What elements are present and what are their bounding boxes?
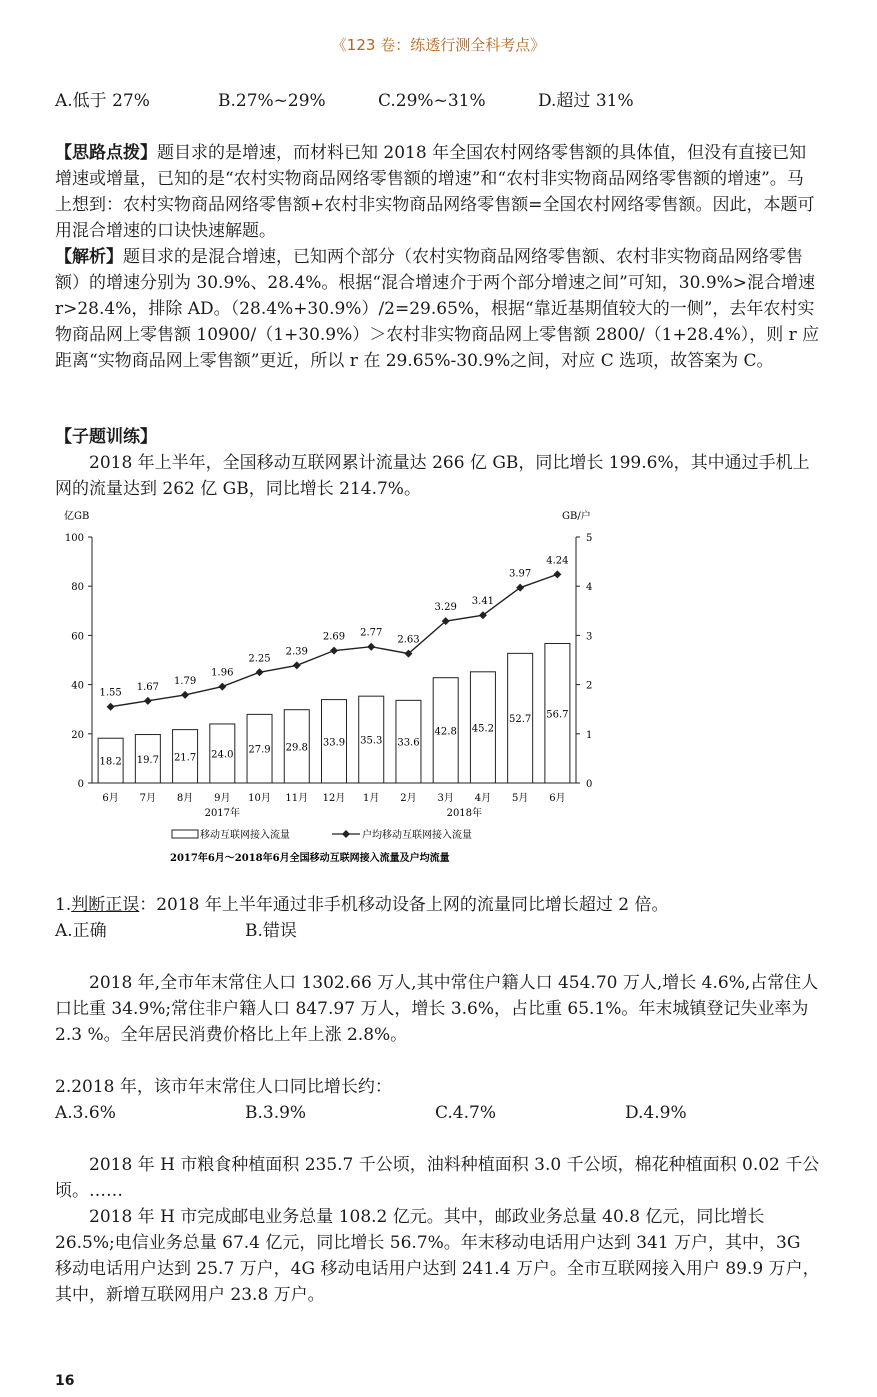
option-d: D.超过 31% xyxy=(538,91,634,111)
hint-label: 【思路点拨】 xyxy=(55,143,157,163)
chart-title: 2017年6月～2018年6月全国移动互联网接入流量及户均流量 xyxy=(170,853,450,864)
chart-legend xyxy=(172,828,472,841)
left-tick-label: 20 xyxy=(71,729,84,741)
x-tick-label: 4月 xyxy=(474,793,492,804)
bar-value-label: 27.9 xyxy=(248,744,271,756)
right-tick-label: 5 xyxy=(586,533,593,544)
option-c: C.29%~31% xyxy=(378,91,486,111)
right-tick-label: 4 xyxy=(586,582,593,594)
left-tick-label: 80 xyxy=(71,582,84,594)
x-tick-label: 5月 xyxy=(511,793,529,804)
material-1: 2018 年上半年，全国移动互联网累计流量达 266 亿 GB，同比增长 199.6%，其中通过手机上网的流量达到 262 亿 GB，同比增长 214.7%。 xyxy=(55,453,810,499)
left-axis-unit: 亿GB xyxy=(64,511,90,522)
question-1 xyxy=(55,892,820,918)
line-value-label: 3.97 xyxy=(509,568,532,580)
x-tick-label: 2月 xyxy=(400,793,417,804)
analysis-hint xyxy=(55,140,820,374)
line-value-label: 1.79 xyxy=(173,675,197,687)
line-value-label: 2.69 xyxy=(322,631,346,643)
bar-value-label: 33.6 xyxy=(397,737,420,749)
bar-value-label: 24.0 xyxy=(211,749,234,761)
q2-options xyxy=(55,1100,820,1126)
line-point xyxy=(293,661,301,669)
page-number: 16 xyxy=(55,1373,75,1389)
line-value-label: 2.77 xyxy=(360,627,383,639)
line-point xyxy=(330,647,338,655)
line-point xyxy=(553,570,561,578)
bar-value-label: 19.7 xyxy=(136,754,159,766)
x-tick-label: 12月 xyxy=(322,793,346,804)
page-header: 《123 卷：练透行测全科考点》 xyxy=(331,36,546,54)
q1-option-a: A.正确 xyxy=(55,921,107,941)
left-tick-label: 60 xyxy=(71,631,84,643)
line-value-label: 3.41 xyxy=(471,596,495,608)
q1-option-b: B.错误 xyxy=(245,921,297,941)
right-tick-label: 1 xyxy=(586,729,593,741)
x-tick-label: 3月 xyxy=(437,793,454,804)
line-point xyxy=(256,668,264,676)
explain-text: 题目求的是混合增速，已知两个部分（农村实物商品网络零售额、农村非实物商品网络零售额）的增速分别为 30.9%、28.4%。根据“混合增速介于两个部分增速之间”可知，30.9%>混合增速 r>28.4%，排除 AD。（28.4%+30.9%）/2=29.65%，根据“靠近基期值较大的一侧”，去年农村实物商品网上零售额 10900/（1+30.9%）＞农村非实物商品网上零售额 2800/（1+28.4%），则 r 应距离“实物商品网上零售额”更近，所以 r 在 29.65%-30.9%之间，对应 C 选项，故答案为 C。 xyxy=(55,247,820,371)
left-tick-label: 40 xyxy=(71,680,84,692)
explain-label: 【解析】 xyxy=(55,247,123,267)
year-label: 2018年 xyxy=(446,808,483,819)
material-3 xyxy=(55,1152,820,1308)
legend-bar-label: 移动互联网接入流量 xyxy=(200,830,290,841)
year-label: 2017年 xyxy=(204,808,241,819)
right-tick-label: 0 xyxy=(586,779,593,790)
right-tick-label: 3 xyxy=(586,631,593,643)
material-3-para-1: 2018 年 H 市粮食种植面积 235.7 千公顷，油料种植面积 3.0 千公顷，棉花种植面积 0.02 千公顷。…… xyxy=(55,1155,820,1201)
bar-value-label: 21.7 xyxy=(173,752,197,764)
line-value-label: 1.55 xyxy=(99,687,122,699)
bar-value-label: 35.3 xyxy=(360,735,383,747)
q2-option-a: A.3.6% xyxy=(55,1103,116,1123)
x-tick-label: 9月 xyxy=(214,793,231,804)
right-tick-label: 2 xyxy=(586,680,593,692)
line-value-label: 4.24 xyxy=(546,555,569,567)
line-value-label: 2.39 xyxy=(285,646,308,658)
line-value-label: 2.63 xyxy=(397,634,420,646)
question-options xyxy=(55,88,820,114)
bar-value-label: 52.7 xyxy=(509,714,532,726)
x-tick-label: 10月 xyxy=(248,793,271,804)
bar-value-label: 33.9 xyxy=(322,737,346,749)
option-a: A.低于 27% xyxy=(55,91,150,111)
x-tick-label: 7月 xyxy=(139,793,157,804)
q1-options xyxy=(55,918,820,944)
bar-value-label: 45.2 xyxy=(471,723,495,735)
q1-number: 1. xyxy=(55,895,72,915)
line-point xyxy=(144,697,152,705)
bar-value-label: 42.8 xyxy=(434,726,457,738)
line-value-label: 2.25 xyxy=(248,653,271,665)
bar-value-label: 18.2 xyxy=(99,756,122,768)
line-value-label: 1.67 xyxy=(136,681,159,693)
line-point xyxy=(107,703,115,711)
bar-value-label: 56.7 xyxy=(546,709,569,721)
q2-option-c: C.4.7% xyxy=(435,1103,496,1123)
traffic-chart xyxy=(40,505,660,865)
right-axis-unit: GB/户 xyxy=(562,511,591,522)
sub-training-title: 【子题训练】 xyxy=(55,427,157,447)
legend-line-label: 户均移动互联网接入流量 xyxy=(362,830,472,841)
line-point xyxy=(367,643,375,651)
legend-line-marker xyxy=(342,830,350,838)
q1-tag: 判断正误 xyxy=(71,895,140,915)
option-b: B.27%~29% xyxy=(218,91,326,111)
line-point xyxy=(181,691,189,699)
x-tick-label: 11月 xyxy=(285,793,309,804)
material-3-para-2: 2018 年 H 市完成邮电业务总量 108.2 亿元。其中，邮政业务总量 40.8 亿元，同比增长 26.5%;电信业务总量 67.4 亿元，同比增长 56.7%。年末移动电话用户达到 341 万户，其中，3G 移动电话用户达到 25.7 万户，4G 移动电话用户达到 241.4 万户。全市互联网接入用户 89.9 万户，其中，新增互联网用户 23.8 万户。 xyxy=(55,1207,820,1305)
q2-option-b: B.3.9% xyxy=(245,1103,307,1123)
x-tick-label: 1月 xyxy=(363,793,380,804)
q1-text: ：2018 年上半年通过非手机移动设备上网的流量同比增长超过 2 倍。 xyxy=(139,895,669,915)
line-value-label: 1.96 xyxy=(211,667,234,679)
q2-option-d: D.4.9% xyxy=(625,1103,687,1123)
legend-bar-swatch xyxy=(172,830,198,838)
line-value-label: 3.29 xyxy=(434,602,457,614)
line-point xyxy=(218,683,226,691)
x-tick-label: 6月 xyxy=(102,793,119,804)
question-2: 2.2018 年，该市年末常住人口同比增长约： xyxy=(55,1077,392,1097)
x-tick-label: 8月 xyxy=(176,793,194,804)
material-2: 2018 年,全市年末常住人口 1302.66 万人,其中常住户籍人口 454.70 万人,增长 4.6%,占常住人口比重 34.9%;常住非户籍人口 847.97 万人，增长 3.6%，占比重 65.1%。年末城镇登记失业率为 2.3 %。全年居民消费价格比上年上涨 2.8%。 xyxy=(55,973,819,1045)
x-tick-label: 6月 xyxy=(549,793,566,804)
left-tick-label: 0 xyxy=(77,779,84,790)
hint-text: 题目求的是增速，而材料已知 2018 年全国农村网络零售额的具体值，但没有直接已知增速或增量，已知的是“农村实物商品网络零售额的增速”和“农村非实物商品网络零售额的增速”。马上想到：农村实物商品网络零售额+农村非实物商品网络零售额=全国农村网络零售额。因此，本题可用混合增速的口诀快速解题。 xyxy=(55,143,815,241)
bar-value-label: 29.8 xyxy=(285,742,308,754)
left-tick-label: 100 xyxy=(64,533,84,544)
